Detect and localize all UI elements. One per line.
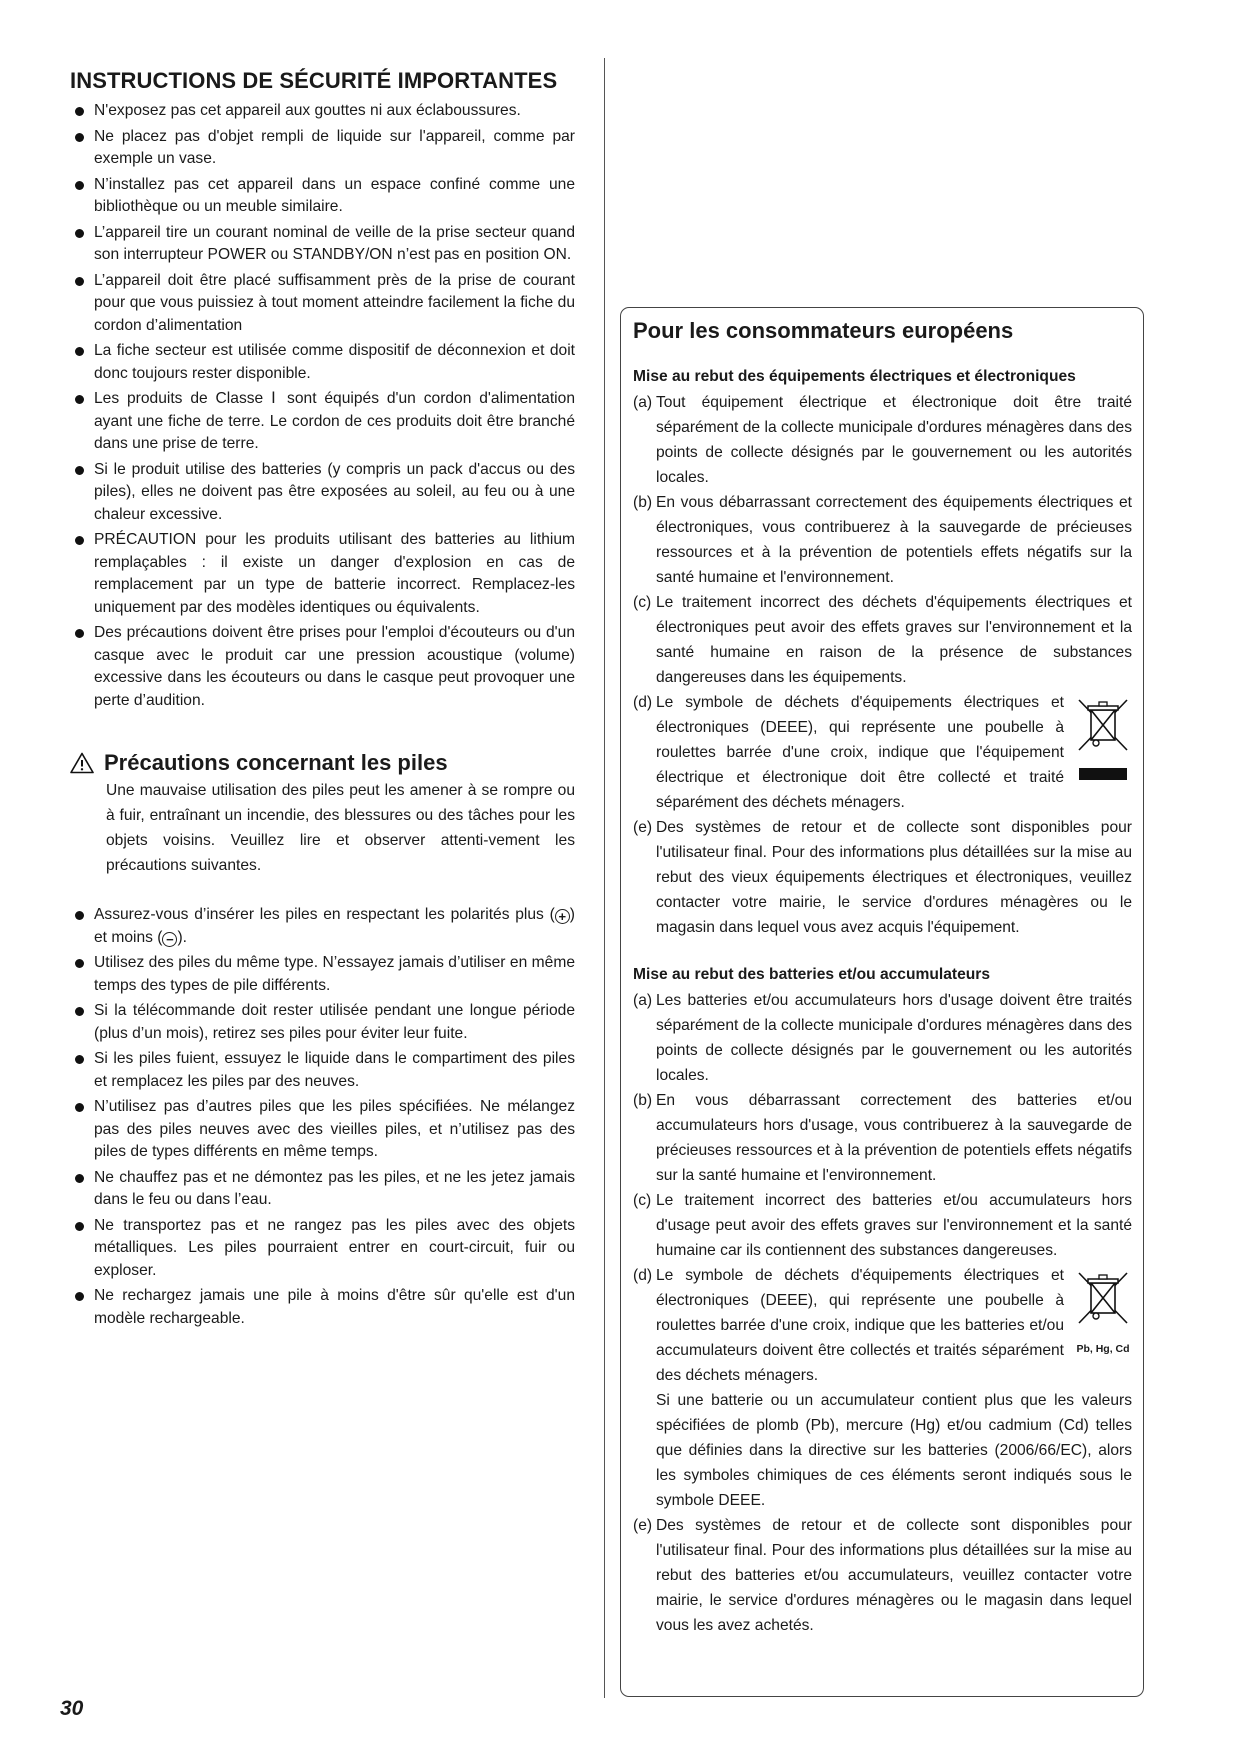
- plus-icon: +: [555, 909, 570, 924]
- list-item: [633, 1513, 1132, 1638]
- battery-section: [70, 750, 575, 1330]
- battery-disposal-list: [633, 988, 1132, 1638]
- column-divider: [604, 58, 605, 1698]
- left-column: [70, 68, 575, 1333]
- item-tag: (c): [633, 1192, 652, 1209]
- weee-symbol: [1074, 696, 1132, 780]
- item-text: En vous débarrassant correctement des batteries et/ou accumulateurs hors d'usage, vous contribuerez à la sauvegarde de précieuses ressources et à la prévention de potentiels effets négatifs sur la santé humaine et l'environnement.: [656, 1092, 1132, 1184]
- page-number: 30: [60, 1697, 84, 1720]
- list-item: [633, 390, 1132, 490]
- safety-list: [70, 100, 575, 712]
- weee-bar: [1079, 768, 1127, 780]
- item-text: Le traitement incorrect des batteries et/ou accumulateurs hors d'usage peut avoir des effets graves sur l'environnement et la santé humaine car ils contiennent des substances dangereuses.: [656, 1192, 1132, 1259]
- list-item: Si les piles fuient, essuyez le liquide dans le compartiment des piles et remplacez les piles par des neuves.: [70, 1048, 575, 1093]
- item-text: Le symbole de déchets d'équipements électriques et électroniques (DEEE), qui représente une poubelle à roulettes barrée d'une croix, indique que l'équipement électrique et électronique doit être collecté et traité séparément des déchets ménagers.: [656, 694, 1064, 811]
- item-tag: (d): [633, 1267, 653, 1284]
- item-tag: (a): [633, 394, 653, 411]
- list-item: [633, 490, 1132, 590]
- list-item: Ne placez pas d'objet rempli de liquide sur l'appareil, comme par exemple un vase.: [70, 126, 575, 171]
- item-text: En vous débarrassant correctement des équipements électriques et électroniques, vous contribuerez à la sauvegarde de précieuses ressources et à la prévention de potentiels effets négatifs sur la santé humaine et l'environnement.: [656, 494, 1132, 586]
- list-item: N'exposez pas cet appareil aux gouttes ni aux éclaboussures.: [70, 100, 575, 123]
- item-tag: (e): [633, 1517, 653, 1534]
- list-item: Si le produit utilise des batteries (y compris un pack d'accus ou des piles), elles ne doivent pas être exposées au soleil, au feu ou à une chaleur excessive.: [70, 459, 575, 527]
- item-text: Des systèmes de retour et de collecte sont disponibles pour l'utilisateur final. Pour des informations plus détaillées sur la mise au rebut des vieux équipements électriques et électroniques, veuillez contacter votre mairie, le service d'ordures ménagères ou le magasin dans lequel vous avez acquis l'équipement.: [656, 819, 1132, 936]
- item-tag: (b): [633, 1092, 653, 1109]
- battery-intro: Une mauvaise utilisation des piles peut les amener à se rompre ou à fuir, entraînant un incendie, des blessures ou des tâches pour les objets voisins. Veuillez lire et observer attenti-vement les précautions suivantes.: [106, 782, 575, 874]
- minus-icon: −: [162, 932, 177, 947]
- list-item: [633, 1088, 1132, 1188]
- list-item: Des précautions doivent être prises pour l'emploi d'écouteurs ou d'un casque avec le produit car une pression acoustique (volume) excessive dans les écouteurs ou dans le casque peut provoquer une perte d’audition.: [70, 622, 575, 712]
- crossed-bin-icon: [1075, 1269, 1131, 1327]
- item-tag: (e): [633, 819, 653, 836]
- crossed-bin-icon: [1075, 696, 1131, 754]
- list-item: [633, 590, 1132, 690]
- battery-list: [70, 904, 575, 1330]
- list-item: Ne rechargez jamais une pile à moins d'être sûr qu'elle est d'un modèle rechargeable.: [70, 1285, 575, 1330]
- item-tag: (b): [633, 494, 653, 511]
- polarity-text-b: ) et moins (: [94, 906, 575, 946]
- list-item: [633, 988, 1132, 1088]
- weee-list: [633, 390, 1132, 940]
- item-text: Le traitement incorrect des déchets d'équipements électriques et électroniques peut avoir des effets graves sur l'environnement et la santé humaine en raison de la présence de substances dangereuses dans les équipements.: [656, 594, 1132, 686]
- battery-section-heading: Précautions concernant les piles: [104, 750, 448, 775]
- battery-disposal-title: Mise au rebut des batteries et/ou accumulateurs: [633, 966, 991, 983]
- list-item: [70, 904, 575, 949]
- eu-consumers-box: [620, 307, 1144, 1697]
- polarity-text-a: Assurez-vous d’insérer les piles en respectant les polarités plus (: [94, 906, 555, 923]
- item-text: Les batteries et/ou accumulateurs hors d'usage doivent être traités séparément de la collecte municipale d'ordures ménagères dans des points de collecte désignés par le gouvernement ou les autorités locales.: [656, 992, 1132, 1084]
- list-item: Les produits de Classe Ⅰ sont équipés d'un cordon d'alimentation ayant une fiche de terre. Le cordon de ces produits doit être branché dans une prise de terre.: [70, 388, 575, 456]
- warning-icon: [70, 752, 94, 774]
- item-tag: (d): [633, 694, 653, 711]
- list-item: N’utilisez pas d’autres piles que les piles spécifiées. Ne mélangez pas des piles neuves avec des vieilles piles, et n’utilisez pas des piles de types différents en même temps.: [70, 1096, 575, 1164]
- item-extra-text: Si une batterie ou un accumulateur contient plus que les valeurs spécifiées de plomb (Pb), mercure (Hg) et/ou cadmium (Cd) telles que définies dans la directive sur les batteries (2006/66/EC), alors les symboles chimiques de ces éléments seront indiqués sous le symbole DEEE.: [656, 1392, 1132, 1509]
- list-item: Ne chauffez pas et ne démontez pas les piles, et ne les jetez jamais dans le feu ou dans l’eau.: [70, 1167, 575, 1212]
- list-item: PRÉCAUTION pour les produits utilisant des batteries au lithium remplaçables : il existe un danger d'explosion en cas de remplacement par un type de batterie incorrect. Remplacez-les uniquement par des modèles identiques ou équivalents.: [70, 529, 575, 619]
- weee-symbol: [1074, 1269, 1132, 1362]
- list-item: [633, 690, 1132, 815]
- item-tag: (c): [633, 594, 652, 611]
- list-item: N’installez pas cet appareil dans un espace confiné comme une bibliothèque ou un meuble similaire.: [70, 174, 575, 219]
- list-item: L’appareil doit être placé suffisamment près de la prise de courant pour que vous puissiez à tout moment atteindre facilement la fiche du cordon d’alimentation: [70, 270, 575, 338]
- list-item: L’appareil tire un courant nominal de veille de la prise secteur quand son interrupteur POWER ou STANDBY/ON n’est pas en position ON.: [70, 222, 575, 267]
- safety-title: INSTRUCTIONS DE SÉCURITÉ IMPORTANTES: [70, 68, 558, 93]
- chemical-symbols: Pb, Hg, Cd: [1076, 1343, 1130, 1355]
- box-title: Pour les consommateurs européens: [633, 318, 1014, 343]
- list-item: Si la télécommande doit rester utilisée pendant une longue période (plus d’un mois), retirez ses piles pour éviter leur fuite.: [70, 1000, 575, 1045]
- list-item: Ne transportez pas et ne rangez pas les piles avec des objets métalliques. Les piles pourraient entrer en court-circuit, fuir ou exploser.: [70, 1215, 575, 1283]
- polarity-text-c: ).: [177, 928, 187, 946]
- list-item: [633, 1263, 1132, 1513]
- item-text: Le symbole de déchets d'équipements électriques et électroniques (DEEE), qui représente une poubelle à roulettes barrée d'une croix, indique que les batteries et/ou accumulateurs doivent être collectés et traités séparément des déchets ménagers.: [656, 1267, 1064, 1384]
- item-text: Tout équipement électrique et électronique doit être traité séparément de la collecte municipale d'ordures ménagères dans des points de collecte désignés par le gouvernement ou les autorités locales.: [656, 394, 1132, 486]
- list-item: La fiche secteur est utilisée comme dispositif de déconnexion et doit donc toujours rester disponible.: [70, 340, 575, 385]
- item-tag: (a): [633, 992, 653, 1009]
- battery-section-title: [70, 750, 575, 776]
- list-item: Utilisez des piles du même type. N’essayez jamais d’utiliser en même temps des types de pile différents.: [70, 952, 575, 997]
- item-text: Des systèmes de retour et de collecte sont disponibles pour l'utilisateur final. Pour des informations plus détaillées sur la mise au rebut des batteries et/ou accumulateurs, veuillez contacter votre mairie, le service d'ordures ménagères ou le magasin dans lequel vous les avez achetés.: [656, 1517, 1132, 1634]
- weee-title: Mise au rebut des équipements électriques et électroniques: [633, 368, 1076, 385]
- list-item: [633, 1188, 1132, 1263]
- list-item: [633, 815, 1132, 940]
